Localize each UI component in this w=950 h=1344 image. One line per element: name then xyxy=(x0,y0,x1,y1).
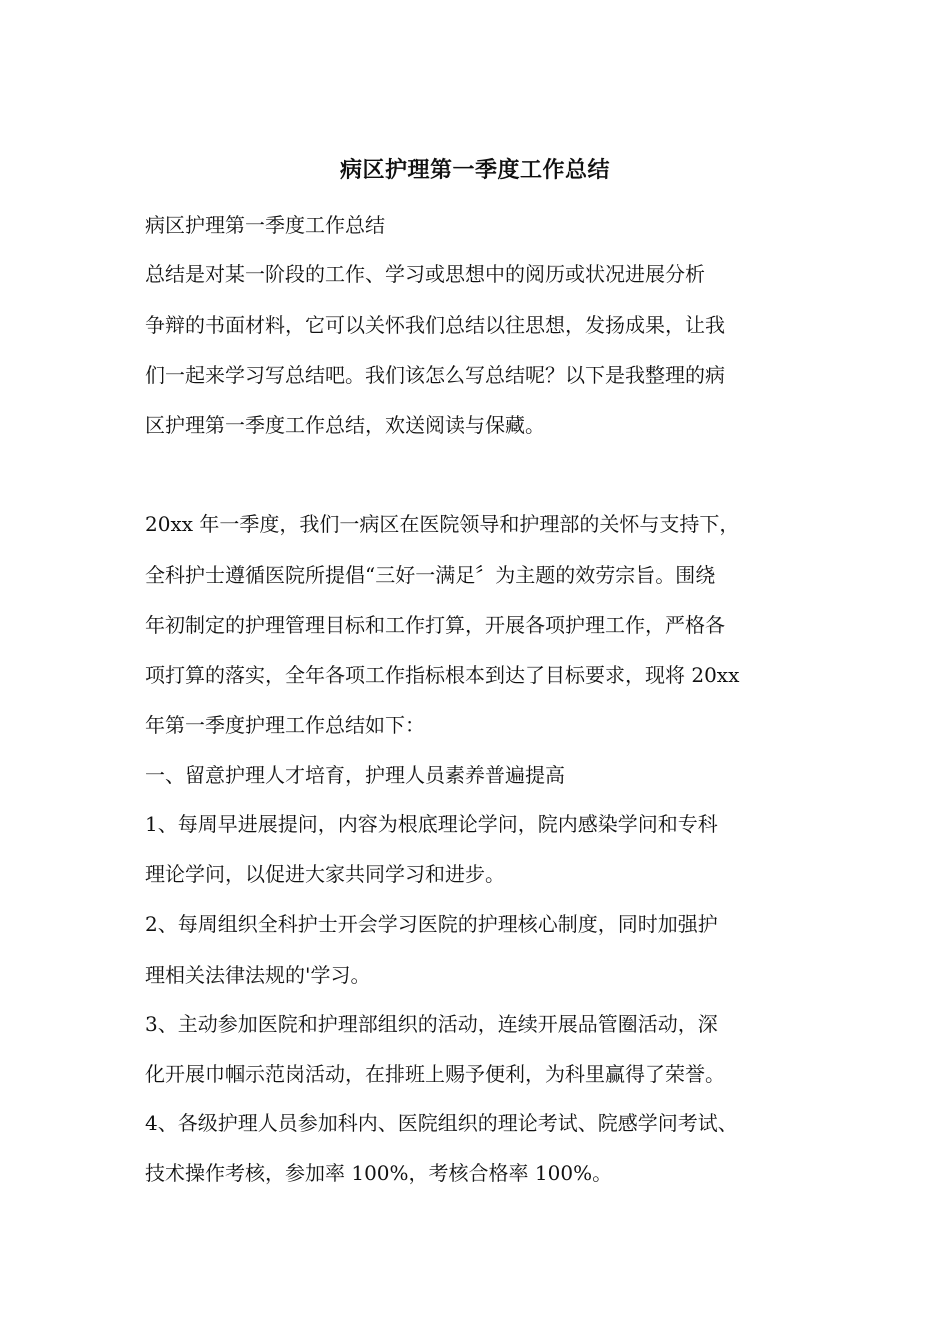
body-line: 4、各级护理人员参加科内、医院组织的理论考试、院感学问考试、 xyxy=(145,1111,738,1135)
document-title: 病区护理第一季度工作总结 xyxy=(339,157,610,183)
body-line: 1、每周早进展提问，内容为根底理论学问，院内感染学问和专科 xyxy=(145,812,718,836)
body-line: 项打算的落实，全年各项工作指标根本到达了目标要求，现将 20xx xyxy=(145,663,740,687)
body-line: 争辩的书面材料，它可以关怀我们总结以往思想，发扬成果，让我 xyxy=(145,313,725,337)
body-line: 理论学问，以促进大家共同学习和进步。 xyxy=(145,862,505,886)
body-line: 技术操作考核，参加率 100%，考核合格率 100%。 xyxy=(145,1161,613,1185)
section-heading: 一、留意护理人才培育，护理人员素养普遍提高 xyxy=(145,763,565,787)
body-line: 3、主动参加医院和护理部组织的活动，连续开展品管圈活动，深 xyxy=(145,1012,718,1036)
body-line: 化开展巾帼示范岗活动，在排班上赐予便利，为科里赢得了荣誉。 xyxy=(145,1062,725,1086)
body-line: 总结是对某一阶段的工作、学习或思想中的阅历或状况进展分析 xyxy=(145,262,705,286)
body-line: 理相关法律法规的'学习。 xyxy=(145,963,371,987)
body-line: 20xx 年一季度，我们一病区在医院领导和护理部的关怀与支持下， xyxy=(145,512,740,536)
body-line: 全科护士遵循医院所提倡“三好一满足〞为主题的效劳宗旨。围绕 xyxy=(145,563,716,587)
body-line: 2、每周组织全科护士开会学习医院的护理核心制度，同时加强护 xyxy=(145,912,718,936)
body-line: 年初制定的护理管理目标和工作打算，开展各项护理工作，严格各 xyxy=(145,613,725,637)
body-line: 区护理第一季度工作总结，欢送阅读与保藏。 xyxy=(145,413,545,437)
body-line: 们一起来学习写总结吧。我们该怎么写总结呢？以下是我整理的病 xyxy=(145,363,725,387)
body-line: 年第一季度护理工作总结如下： xyxy=(145,713,425,737)
subtitle-line: 病区护理第一季度工作总结 xyxy=(145,213,385,237)
